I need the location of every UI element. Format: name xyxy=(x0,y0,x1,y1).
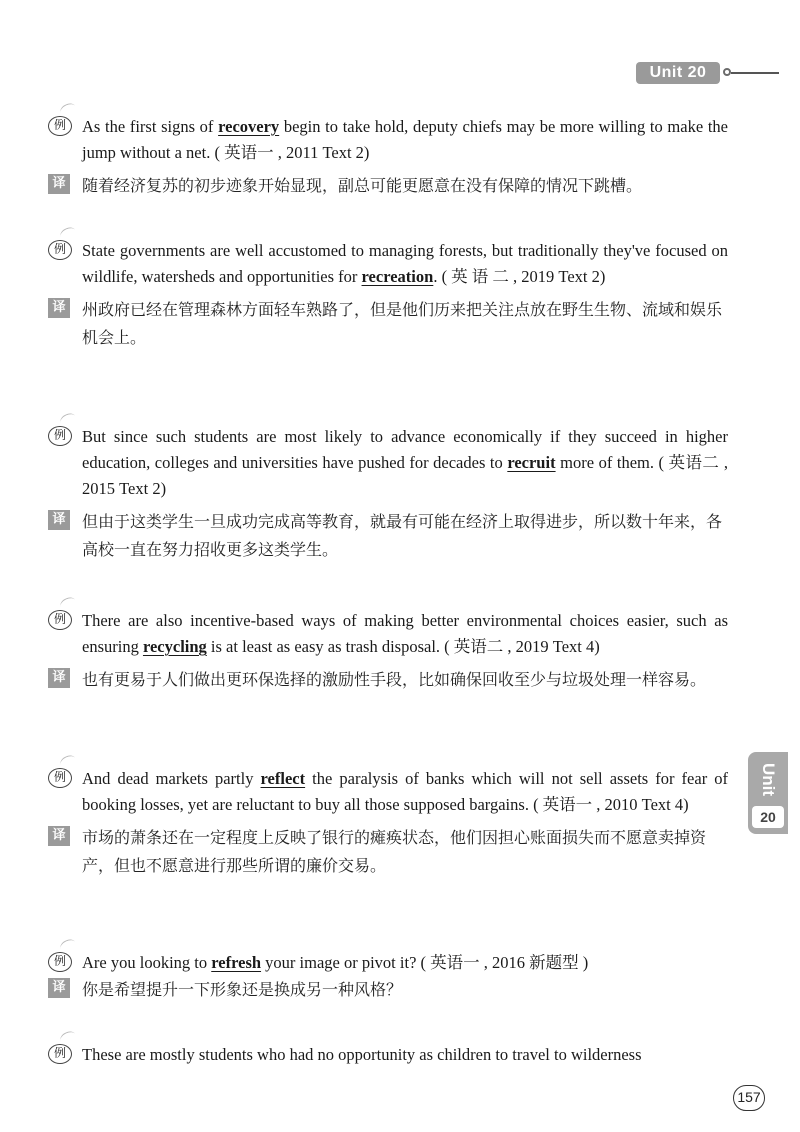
page-number: 157 xyxy=(733,1085,765,1111)
example-icon: 例 xyxy=(48,608,74,630)
example-icon: 例 xyxy=(48,766,74,788)
translation-text: 随着经济复苏的初步迹象开始显现，副总可能更愿意在没有保障的情况下跳槽。 xyxy=(82,176,643,195)
translation xyxy=(48,296,728,352)
translation xyxy=(48,666,728,694)
example-7 xyxy=(48,1042,728,1068)
keyword: recruit xyxy=(507,453,556,472)
side-tab-label: Unit xyxy=(759,763,778,797)
example-english: There are also incentive-based ways of making better environmental choices easier, such as ensuring recycling is at least as easy as trash disposal. ( 英语二 , 2019 Text 4) xyxy=(82,611,728,656)
translation-icon: 译 xyxy=(48,174,70,194)
side-tab-number: 20 xyxy=(752,806,784,828)
keyword: recycling xyxy=(142,637,207,656)
keyword: refresh xyxy=(211,953,262,972)
unit-badge: Unit 20 xyxy=(636,62,720,84)
header-line-dot xyxy=(723,68,731,76)
translation-text: 你是希望提升一下形象还是换成另一种风格？ xyxy=(82,980,403,999)
translation-text: 但由于这类学生一旦成功完成高等教育，就最有可能在经济上取得进步，所以数十年来，各高校一直在努力招收更多这类学生。 xyxy=(82,512,723,559)
translation xyxy=(48,824,728,880)
translation-icon: 译 xyxy=(48,298,70,318)
example-1 xyxy=(48,114,728,200)
translation-text: 州政府已经在管理森林方面轻车熟路了，但是他们历来把关注点放在野生生物、流域和娱乐机会上。 xyxy=(82,300,723,347)
keyword: reflect xyxy=(260,769,306,788)
example-4 xyxy=(48,608,728,694)
translation-text: 也有更易于人们做出更环保选择的激励性手段，比如确保回收至少与垃圾处理一样容易。 xyxy=(82,670,707,689)
example-english: As the first signs of recovery begin to take hold, deputy chiefs may be more willing to make the jump without a net. ( 英语一 , 2011 Text 2) xyxy=(82,117,728,162)
translation-icon: 译 xyxy=(48,668,70,688)
translation xyxy=(48,508,728,564)
translation xyxy=(48,172,728,200)
example-icon: 例 xyxy=(48,238,74,260)
example-5 xyxy=(48,766,728,880)
keyword: recovery xyxy=(218,117,280,136)
example-3 xyxy=(48,424,728,564)
side-unit-tab xyxy=(748,752,788,834)
example-icon: 例 xyxy=(48,950,74,972)
translation-icon: 译 xyxy=(48,510,70,530)
translation-icon: 译 xyxy=(48,826,70,846)
example-english: But since such students are most likely to advance economically if they succeed in higher education, colleges and universities have pushed for decades to recruit more of them. ( 英语二 , 2015 Text 2) xyxy=(82,427,728,498)
translation xyxy=(48,976,728,1004)
example-icon: 例 xyxy=(48,114,74,136)
header-line xyxy=(731,72,779,74)
translation-icon: 译 xyxy=(48,978,70,998)
example-english: And dead markets partly reflect the paralysis of banks which will not sell assets for fear of booking losses, yet are reluctant to buy all those supposed bargains. ( 英语一 , 2010 Text 4) xyxy=(82,769,729,814)
keyword: recreation xyxy=(361,267,434,286)
example-icon: 例 xyxy=(48,1042,74,1064)
example-english: Are you looking to refresh your image or pivot it? ( 英语一 , 2016 新题型 ) xyxy=(82,953,589,972)
example-english: These are mostly students who had no opportunity as children to travel to wilderness xyxy=(82,1045,642,1064)
example-6 xyxy=(48,950,728,1004)
example-english: State governments are well accustomed to managing forests, but traditionally they've focused on wildlife, watersheds and opportunities for recreation. ( 英 语 二 , 2019 Text 2) xyxy=(82,241,728,286)
example-2 xyxy=(48,238,728,352)
translation-text: 市场的萧条还在一定程度上反映了银行的瘫痪状态，他们因担心账面损失而不愿意卖掉资产，但也不愿意进行那些所谓的廉价交易。 xyxy=(82,828,707,875)
example-icon: 例 xyxy=(48,424,74,446)
